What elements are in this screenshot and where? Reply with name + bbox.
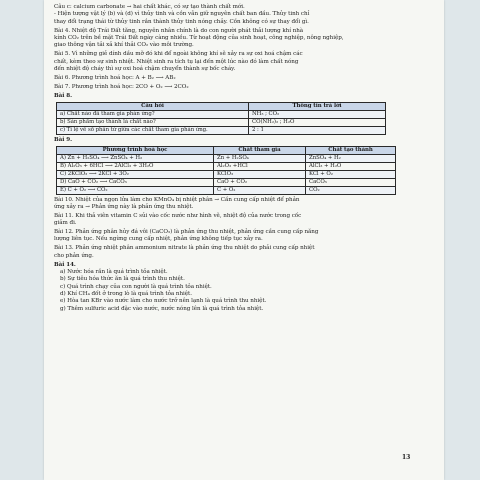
bai8-title: Bài 8. (54, 92, 72, 99)
table-cell: C + O₂ (214, 187, 306, 195)
list-item: e) Hòa tan KBr vào nước làm cho nước trở nên lạnh là quá trình thu nhiệt. (60, 298, 267, 305)
table-cell: KCl + O₂ (306, 170, 396, 178)
bai5-line: chất, kèm theo sự sinh nhiệt. Nhiệt sinh ra tích tụ lại đến một lúc nào đó làm chất nóng (54, 58, 299, 65)
table-cell: Zn + H₂SO₄ (214, 154, 306, 162)
bai10-line: Bài 10. Nhiệt của ngọn lửa làm cho KMnO₄ bị nhiệt phân → Cần cung cấp nhiệt để phản (54, 196, 300, 203)
list-item: a) Nước hóa rắn là quá trình tỏa nhiệt. (60, 268, 168, 275)
text-line: - Hiện tượng vật lý (b) và (d) vì thủy tinh và cồn vẫn giữ nguyên chất ban đầu. Thủy tinh chỉ (54, 11, 310, 18)
table-cell: B) Al₂O₃ + 6HCl ⟶ 2AlCl₃ + 3H₂O (57, 162, 214, 170)
table-row (57, 127, 386, 135)
table-cell: AlCl₃ + H₂O (306, 162, 396, 170)
bai10-line: ứng xảy ra → Phản ứng này là phản ứng thu nhiệt. (54, 203, 194, 210)
bai9-table (56, 146, 396, 195)
table-cell: ZnSO₄ + H₂ (306, 154, 396, 162)
bai12-line: Bài 12. Phản ứng phân hủy đá vôi (CaCO₃) là phản ứng thu nhiệt, phản ứng cần cung cấp năng (54, 229, 319, 236)
table-cell: D) CaO + CO₂ ⟶ CaCO₃ (57, 179, 214, 187)
bai13-line: cho phản ứng. (54, 252, 94, 259)
bai6-line: Bài 6. Phương trình hoá học: A + B₂ ⟶ AB₂ (54, 74, 176, 81)
table-header: Chất tham gia (214, 146, 306, 154)
bai5-line: đến nhiệt độ cháy thì sự oxi hoá chậm chuyển thành sự bốc cháy. (54, 66, 236, 72)
table-row (57, 154, 396, 162)
bai8-table (56, 102, 386, 135)
table-row (57, 187, 396, 195)
bai13-line: Bài 13. Phản ứng nhiệt phân ammonium nitrate là phản ứng thu nhiệt do phải cung cấp nhiệt (54, 245, 315, 252)
table-row (57, 162, 396, 170)
table-cell: a) Chất nào đã tham gia phản ứng? (57, 111, 249, 119)
bai11-line: Bài 11. Khi thả viên vitamin C sủi vào cốc nước như hình vẽ, nhiệt độ của nước trong cốc (54, 212, 302, 219)
text-line: Câu c: calcium carbonate → hai chất khác, có sự tạo thành chất mới. (54, 4, 245, 10)
table-row (57, 119, 386, 127)
bai7-line: Bài 7. Phương trình hoá học: 2CO + O₂ ⟶ 2CO₂ (54, 83, 189, 90)
table-row (57, 179, 396, 187)
page-number: 13 (402, 454, 411, 461)
bai4-line: Bài 4. Nhiệt độ Trái Đất tăng, nguyên nhân chính là do con người phát thải lượng khí nhà (54, 27, 304, 34)
list-item: c) Quá trình chạy của con người là quá trình tỏa nhiệt. (60, 283, 212, 290)
document-page (44, 0, 444, 480)
bai11-line: giảm đi. (54, 220, 77, 227)
bai4-line: kính CO₂ trên bề mặt Trái Đất ngày càng nhiều. Từ hoạt động của sinh hoạt, công nghiệp, nông nghiệp, (54, 35, 344, 41)
table-cell: A) Zn + H₂SO₄ ⟶ ZnSO₄ + H₂ (57, 154, 214, 162)
table-header: Chất tạo thành (306, 146, 396, 154)
table-cell: CaCO₃ (306, 179, 396, 187)
table-cell: CaO + CO₂ (214, 179, 306, 187)
table-cell: CO(NH₂)₂ ; H₂O (249, 119, 386, 127)
text-line: thay đổi trạng thái từ thủy tinh rắn thành thủy tinh nóng chảy. Cồn không có sự thay đổi gì. (54, 18, 309, 25)
list-item: b) Sự tiêu hóa thức ăn là quá trình thu nhiệt. (60, 276, 185, 283)
page-content (54, 4, 436, 313)
table-cell: E) C + O₂ ⟶ CO₂ (57, 187, 214, 195)
list-item: d) Khí CH₄ đốt ở trong lò là quá trình tỏa nhiệt. (60, 291, 192, 298)
table-row (57, 111, 386, 119)
bai9-title: Bài 9. (54, 136, 72, 143)
table-header: Phương trình hoá học (57, 146, 214, 154)
bai12-line: lượng liên tục. Nếu ngừng cung cấp nhiệt, phản ứng không tiếp tục xảy ra. (54, 236, 263, 243)
bai4-line: giao thông vận tải xả khí thải CO₂ vào môi trường. (54, 42, 194, 49)
table-cell: NH₃ ; CO₂ (249, 111, 386, 119)
bai14-title: Bài 14. (54, 261, 76, 268)
table-row (57, 170, 396, 178)
table-header: Thông tin trả lời (249, 103, 386, 111)
bai5-line: Bài 5. Vì những giẻ dính dầu mỡ đó khi để ngoài không khí sẽ xảy ra sự oxi hoá chậm các (54, 51, 303, 58)
table-cell: KClO₃ (214, 170, 306, 178)
table-cell: b) Sản phẩm tạo thành là chất nào? (57, 119, 249, 127)
table-cell: 2 : 1 (249, 127, 386, 135)
list-item: g) Thêm sulfuric acid đặc vào nước, nước nóng lên là quá trình tỏa nhiệt. (60, 305, 264, 312)
table-cell: C) 2KClO₃ ⟶ 2KCl + 3O₂ (57, 170, 214, 178)
table-header: Câu hỏi (57, 103, 249, 111)
table-cell: CO₂ (306, 187, 396, 195)
table-cell: c) Tỉ lệ về số phân tử giữa các chất tham gia phản ứng. (57, 127, 249, 135)
table-cell: Al₂O₃ +HCl (214, 162, 306, 170)
